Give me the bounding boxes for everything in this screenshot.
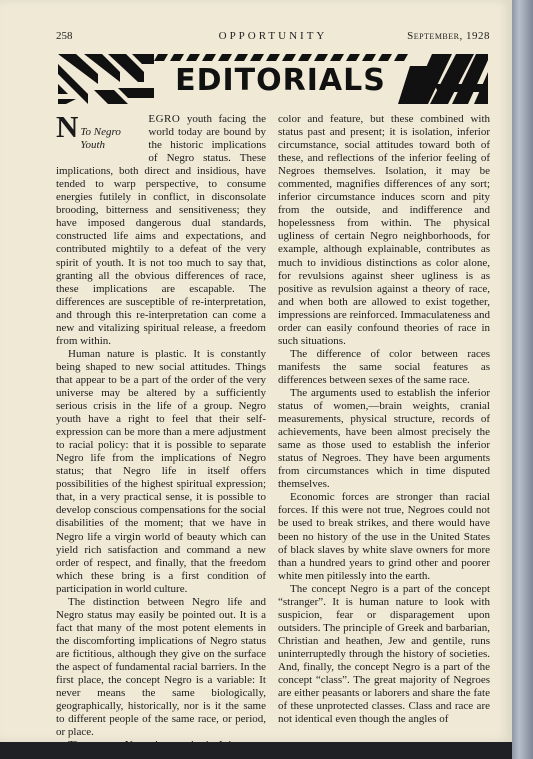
paragraph: color and feature, but these combined with status past and present; it is isolation, inferior circumstance, social attitudes toward both of these, and reflections of the inferior feeling of Negroes themselves. Isolation, it may be commented, magnifies differences of any sort; inferior circumstance induces scorn and pity from the outside, and indifference and hopelessness from within. The physical ugliness of certain Negro neighborhoods, for example, although explainable, contributes as much to invidious distinctions as color alone, for revulsions against sheer ugliness is as positive as revulsion against a theory of race, and when both are allowed to exist together, impressions are reinforced. Immaculateness and order can easily confound theories of race in such situations. xyxy=(278,113,490,347)
left-column xyxy=(56,109,266,752)
magazine-title: OPPORTUNITY xyxy=(218,30,328,42)
running-head xyxy=(56,30,490,46)
paragraph: The distinction between Negro life and Negro status may easily be pointed out. It is a fact that many of the most potent elements in the discomforting implications of Negro status are fictitious, although they give on the surface the aspect of fundamental racial barriers. In the first place, the concept Negro is a variable: It never means the same biologically, geographically, historically, nor is it the same to different people of the same race, or period, or place. xyxy=(56,595,266,739)
scan-bottom-edge xyxy=(0,742,512,759)
paragraph: The concept Negro is a part of the concept “stranger”. It is human nature to look with suspicion, fear or disparagement upon outsiders. The principle of Greek and barbarian, Christian and heathen, Jew and gentile, runs uninterruptedly through the history of societies. And, finally, the concept Negro is a part of the concept “class”. The great majority of Negroes are either peasants or laborers and share the fate of these unprotected classes. Class and race are not identical even though the angles of xyxy=(278,582,490,726)
paragraph: The arguments used to establish the inferior status of women,—brain weights, cranial measurements, physical structure, records of achievements, have been almost precisely the same as those used to establish the inferior status of Negroes. They have been arguments from circumstances which in time disputed themselves. xyxy=(278,386,490,491)
editorials-banner xyxy=(58,54,488,104)
banner-title: EDITORIALS xyxy=(175,62,386,98)
issue-date: September, 1928 xyxy=(407,30,490,42)
right-column xyxy=(278,113,490,726)
paragraph-text: youth facing the world today are bound by the historic implications of Negro status. These implications, both direct and insidious, have tended to warp perspective, to consume energies futilely in conflict, in disconsolate brooding, bitterness and sensitiveness; they have imposed dangerous dual standards, constructed life aims and expectations, and contributed mightily to a defeat of the very spirit of youth. It is not too much to say that, granting all the obvious differences of race, these implications are escapable. The differences are susceptible of re-interpretation, and through this re-interpretation can come a new and vitalizing spiritual release, a freedom from within. xyxy=(56,113,266,347)
paragraph: Human nature is plastic. It is constantly being shaped to new social attitudes. Things that appear to be a part of the order of the very universe may be altered by a sufficiently serious crisis in the life of a group. Negro youth have a right to feel that their self-expression can be more than a mere adjustment to racial policy: that it is possible to separate Negro life from the implications of Negro status; that Negro life in itself offers possibilities of the highest spiritual expression; that, in a very practical sense, it is possible to develop conscious compensations for the social disabilities of the moment; that we have in Negro life a virgin world of beauty which can yield rich satisfaction and command a new order of respect, and finally, that the freedom which these bring is a first condition of participation in world culture. xyxy=(56,347,266,595)
lead-paragraph xyxy=(56,109,266,348)
side-heading: To Negro Youth xyxy=(80,126,121,151)
book-spine xyxy=(512,0,533,759)
paragraph: Economic forces are stronger than racial forces. If this were not true, Negroes could not be used to break strikes, and there would have been no history of the use in the United States of black slaves by white slave owners for more than a hundred years to grind other and poorer white men pitilessly into the earth. xyxy=(278,491,490,582)
paragraph: The difference of color between races manifests the same social features as differences between sexes of the same race. xyxy=(278,347,490,386)
lead-word: EGRO xyxy=(148,113,181,125)
drop-cap: N xyxy=(56,109,79,144)
page-number: 258 xyxy=(56,30,73,42)
